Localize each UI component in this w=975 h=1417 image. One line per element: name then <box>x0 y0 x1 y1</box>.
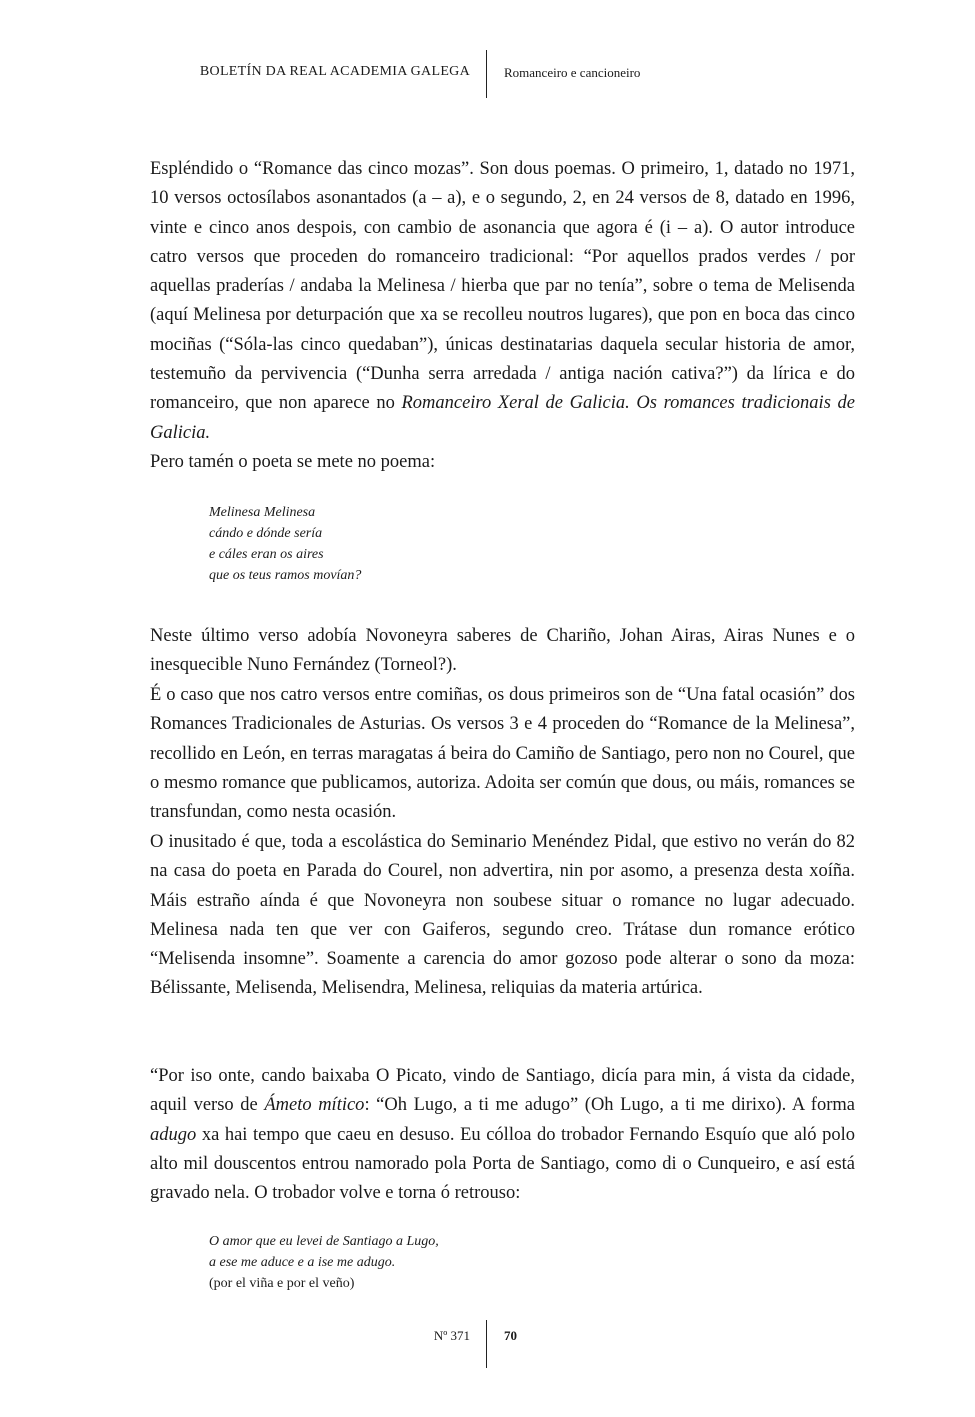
verse-quote-2 <box>209 1231 439 1294</box>
paragraph-6-italic-title: Ámeto mítico <box>264 1095 365 1116</box>
paragraph-3-text: Neste último verso adobía Novoneyra saberes de Chariño, Johan Airas, Airas Nunes e o inesquecible Nuno Fernández (Torneol?). <box>150 626 855 676</box>
paragraph-6 <box>150 1062 855 1208</box>
paragraph-6-italic-word: adugo <box>150 1124 197 1145</box>
paragraph-1-text: Espléndido o “Romance das cinco mozas”. Son dous poemas. O primeiro, 1, datado no 1971, 10 versos octosílabos asonantados (a – a), e o segundo, 2, en 24 versos de 8, datado en 1996, vinte e cinco anos despois, con cambio de asonancia que agora é (i – a). O autor introduce catro versos que proceden do romanceiro tradicional: “Por aquellos prados verdes / por aquellas praderías / andaba la Melinesa / hierba que par no tenía”, sobre o tema de Melisenda (aquí Melinesa por deturpación que xa se recolleu noutros lugares), que pon en boca das cinco mociñas (“Sóla-las cinco quedaban”), únicas destinatarias daquela secular historia de amor, testemuño da pervivencia (“Dunha serra arredada / antiga nación cativa?”) da lírica e do romanceiro, que non aparece no <box>150 159 855 414</box>
paragraph-1-italic-titles: Romanceiro Xeral de Galicia. Os romances tradicionais de Galicia. <box>150 393 855 443</box>
paragraph-4-text: É o caso que nos catro versos entre comiñas, os dous primeiros son de “Una fatal ocasión” dos Romances Tradicionales de Asturias. Os versos 3 e 4 proceden do “Romance de la Melinesa”, recollido en León, en terras maragatas á beira do Camiño de Santiago, pero non no Courel, que o mesmo romance que publicamos, autoriza. Adoita ser común que dous, ou máis, romances se transfundan, como nesta ocasión. <box>150 685 855 823</box>
page-number: 70 <box>504 1328 517 1343</box>
issue-number: Nº 371 <box>433 1328 470 1343</box>
verse-line: que os teus ramos movían? <box>209 568 362 583</box>
header-divider <box>486 50 487 98</box>
footer-divider <box>486 1320 487 1368</box>
paragraph-5-text: O inusitado é que, toda a escolástica do Seminario Menéndez Pidal, que estivo no verán do 82 na casa do poeta en Parada do Courel, non advertira, nin por asomo, a presenza desta xoíña. Máis estraño aínda é que Novoneyra non soubese situar o romance no lugar adecuado. Melinesa nada ten que ver con Gaiferos, segundo creo. Trátase dun romance erótico “Melisenda insomne”. Soamente a carencia do amor gozoso pode alterar o sono da moza: Bélissante, Melisenda, Melisendra, Melinesa, reliquias da materia artúrica. <box>150 832 855 999</box>
paragraph-3 <box>150 622 855 681</box>
verse-quote-1 <box>209 502 361 586</box>
running-header <box>0 50 975 100</box>
verse-line: e cáles eran os aires <box>209 547 324 562</box>
paragraph-6-text-a: “Por iso onte, cando baixaba O Picato, vindo de Santiago, dicía para min, á vista da cidade, aquil verso de <box>150 1066 855 1116</box>
paragraph-1 <box>150 155 855 448</box>
verse-line: Melinesa Melinesa <box>209 505 316 520</box>
paragraph-2-text: Pero tamén o poeta se mete no poema: <box>150 452 436 472</box>
paragraph-5 <box>150 828 855 1004</box>
verse-line: cándo e dónde sería <box>209 526 323 541</box>
journal-title: BOLETÍN DA REAL ACADEMIA GALEGA <box>199 64 470 79</box>
paragraph-6-text-e: xa hai tempo que caeu en desuso. Eu cólloa do trobador Fernando Esquío que aló polo alto mil douscentos entrou namorado pola Porta de Santiago, como di o Cunqueiro, e así está gravado nela. O trobador volve e torna ó retrouso: <box>150 1124 855 1204</box>
paragraph-6-text-c: : “Oh Lugo, a ti me adugo” (Oh Lugo, a ti me dirixo). A forma <box>364 1095 855 1116</box>
section-title: Romanceiro e cancioneiro <box>504 65 641 80</box>
verse-line: (por el viña e por el veño) <box>209 1276 355 1291</box>
paragraph-2 <box>150 448 855 477</box>
verse-line: a ese me aduce e a ise me adugo. <box>209 1255 396 1270</box>
running-footer <box>0 1320 975 1370</box>
paragraph-4 <box>150 681 855 827</box>
verse-line: O amor que eu levei de Santiago a Lugo, <box>209 1234 439 1249</box>
